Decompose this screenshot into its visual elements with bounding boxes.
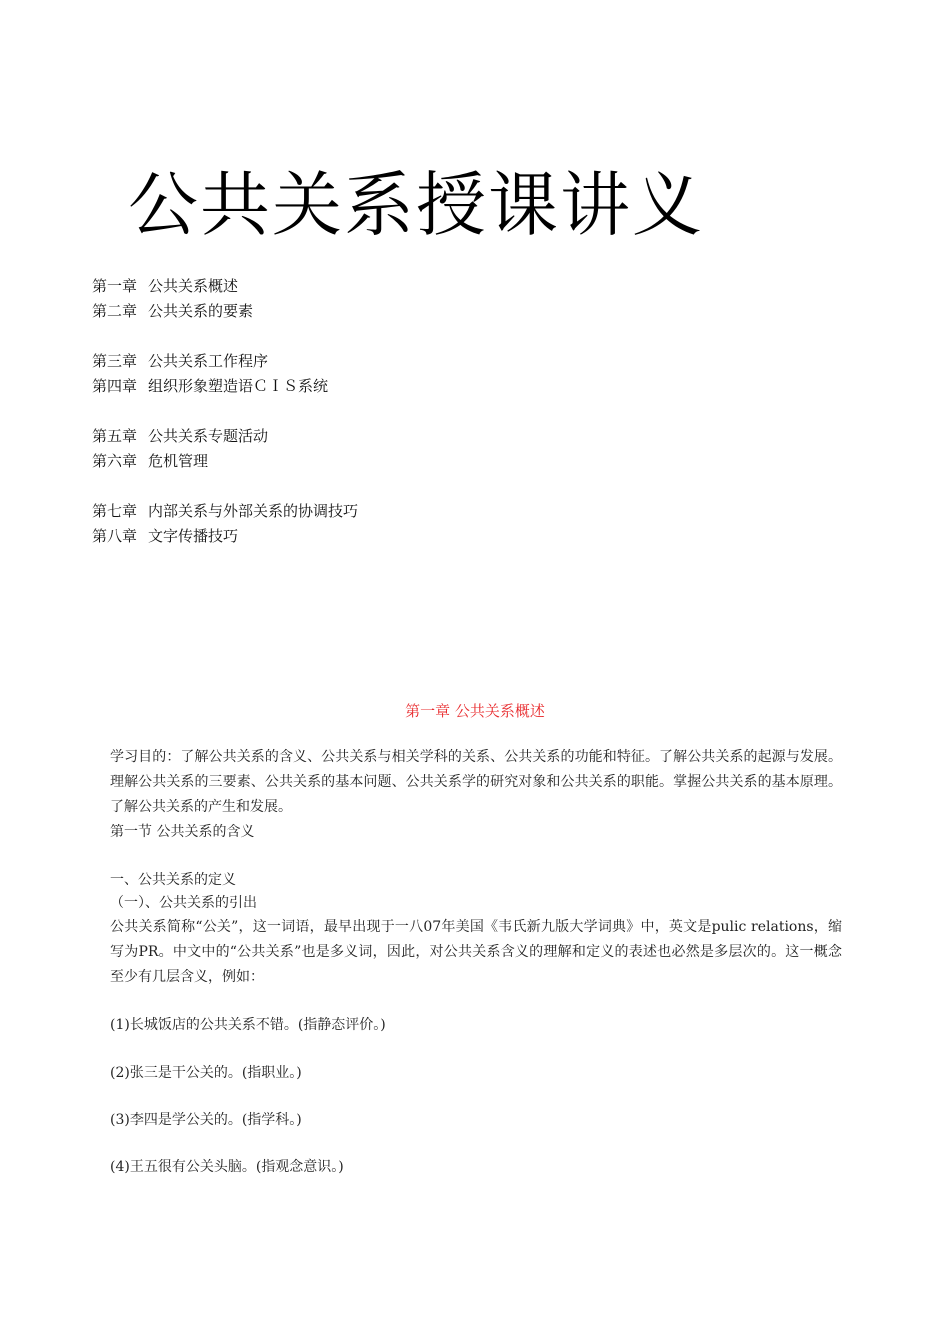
toc-item (92, 525, 238, 547)
toc-chapter-number: 第四章 (92, 377, 138, 395)
example-item: (2)张三是干公关的。(指职业。) (110, 1065, 302, 1081)
toc-chapter-title: 组织形象塑造语ＣＩＳ系统 (148, 377, 329, 395)
toc-chapter-number: 第六章 (92, 452, 138, 470)
toc-chapter-title: 公共关系工作程序 (148, 352, 269, 370)
toc-item (92, 350, 268, 372)
toc-chapter-number: 第二章 (92, 302, 138, 320)
toc-chapter-title: 危机管理 (148, 452, 209, 470)
toc-item (92, 375, 328, 397)
example-item: (4)王五很有公关头脑。(指观念意识。) (110, 1159, 344, 1175)
toc-chapter-number: 第一章 (92, 277, 138, 295)
section-heading: 第一节 公共关系的含义 (110, 824, 255, 840)
toc-item (92, 300, 253, 322)
toc-chapter-title: 公共关系的要素 (148, 302, 254, 320)
example-item: (3)李四是学公关的。(指学科。) (110, 1112, 302, 1128)
toc-item (92, 275, 238, 297)
toc-chapter-title: 内部关系与外部关系的协调技巧 (148, 502, 359, 520)
toc-item (92, 425, 268, 447)
example-item: (1)长城饭店的公共关系不错。(指静态评价。) (110, 1017, 386, 1033)
subsubsection-heading: （一）、公共关系的引出 (110, 895, 257, 911)
page-title: 公共关系授课讲义 (128, 164, 704, 246)
intro-paragraph: 公共关系简称“公关”，这一词语，最早出现于一八07年美国《韦氏新九版大学词典》中，英文是pulic relations，缩写为PR。中文中的“公共关系”也是多义词，因此，对公共关系含义的理解和定义的表述也必然是多层次的。这一概念至少有几层含义，例如： (110, 919, 842, 985)
learning-objectives: 学习目的：了解公共关系的含义、公共关系与相关学科的关系、公共关系的功能和特征。了解公共关系的起源与发展。理解公共关系的三要素、公共关系的基本问题、公共关系学的研究对象和公共关系的职能。掌握公共关系的基本原理。了解公共关系的产生和发展。 (110, 749, 842, 815)
toc-chapter-number: 第七章 (92, 502, 138, 520)
toc-chapter-number: 第三章 (92, 352, 138, 370)
toc-chapter-title: 公共关系专题活动 (148, 427, 269, 445)
toc-item (92, 500, 358, 522)
subsection-heading: 一、公共关系的定义 (110, 872, 236, 888)
toc-chapter-title: 公共关系概述 (148, 277, 239, 295)
chapter-heading: 第一章 公共关系概述 (405, 702, 545, 720)
toc-item (92, 450, 208, 472)
toc-chapter-number: 第八章 (92, 527, 138, 545)
toc-chapter-number: 第五章 (92, 427, 138, 445)
toc-chapter-title: 文字传播技巧 (148, 527, 239, 545)
